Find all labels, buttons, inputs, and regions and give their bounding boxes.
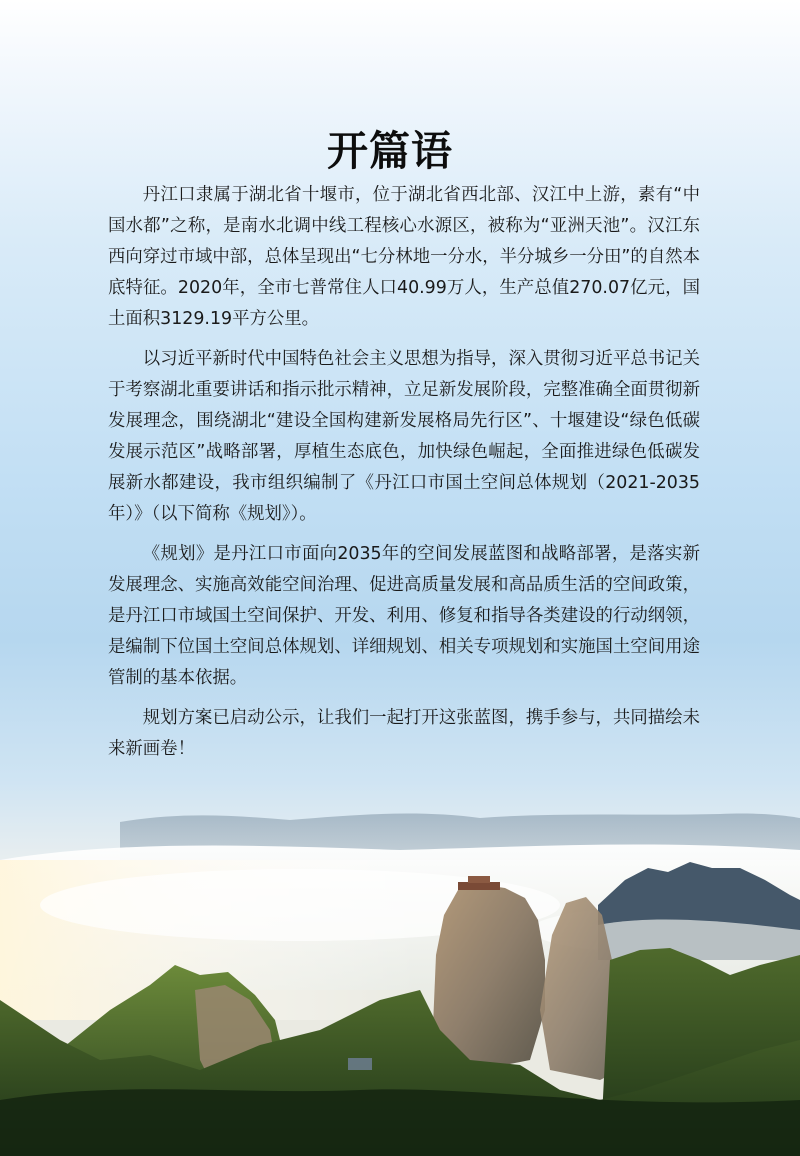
page-title: 开篇语 (327, 127, 453, 175)
paragraph-1: 丹江口隶属于湖北省十堰市，位于湖北省西北部、汉江中上游，素有“中国水都”之称，是南水北调中线工程核心水源区，被称为“亚洲天池”。汉江东西向穿过市域中部，总体呈现出“七分林地一分水，半分城乡一分田”的自然本底特征。2020年，全市七普常住人口40.99万人，生产总值270.07亿元，国土面积3129.19平方公里。 (108, 185, 700, 329)
paragraph-4: 规划方案已启动公示，让我们一起打开这张蓝图，携手参与，共同描绘未来新画卷！ (108, 708, 700, 759)
paragraph-3: 《规划》是丹江口市面向2035年的空间发展蓝图和战略部署，是落实新发展理念、实施高效能空间治理、促进高质量发展和高品质生活的空间政策，是丹江口市域国土空间保护、开发、利用、修复和指导各类建设的行动纲领，是编制下位国土空间总体规划、详细规划、相关专项规划和实施国土空间用途管制的基本依据。 (108, 544, 700, 688)
intro-text (108, 180, 700, 774)
paragraph-2: 以习近平新时代中国特色社会主义思想为指导，深入贯彻习近平总书记关于考察湖北重要讲话和指示批示精神，立足新发展阶段，完整准确全面贯彻新发展理念，围绕湖北“建设全国构建新发展格局先行区”、十堰建设“绿色低碳发展示范区”战略部署，厚植生态底色，加快绿色崛起，全面推进绿色低碳发展新水都建设，我市组织编制了《丹江口市国土空间总体规划（2021-2035年）》（以下简称《规划》）。 (108, 349, 700, 524)
